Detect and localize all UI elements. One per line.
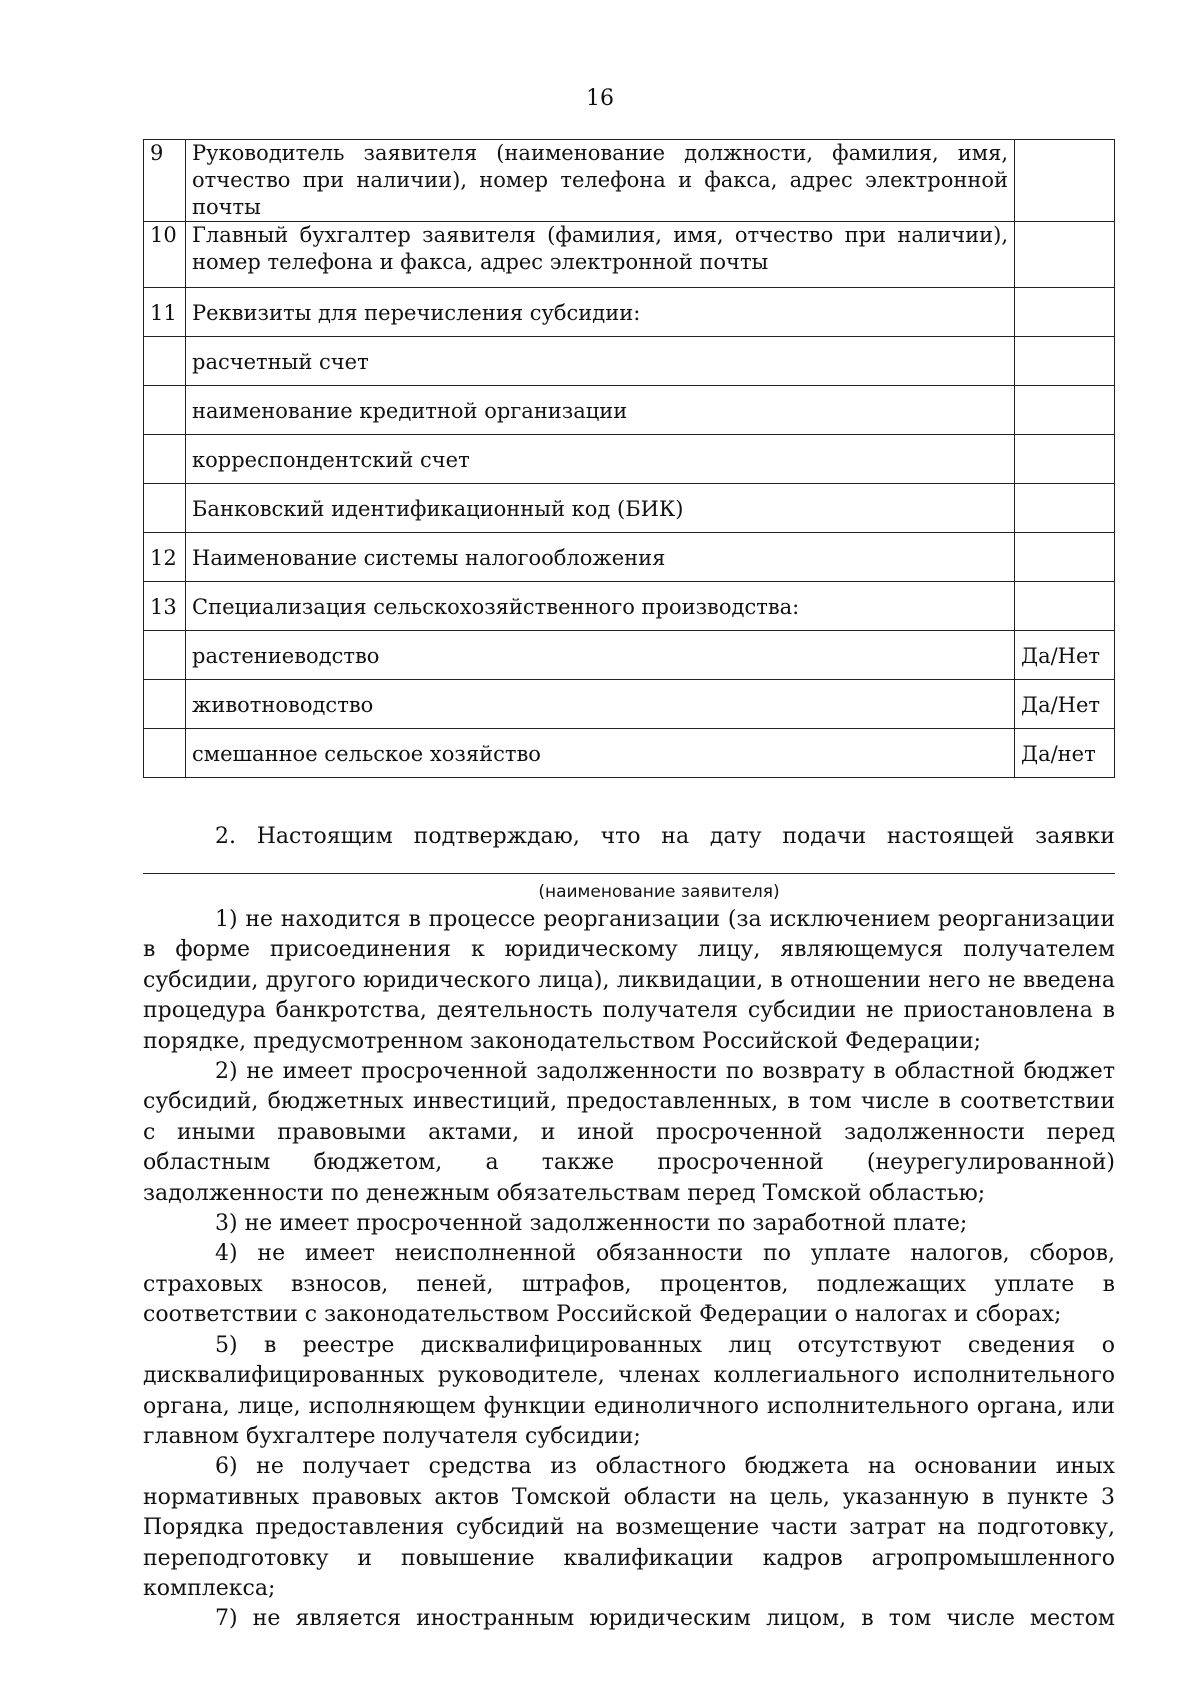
confirmation-item: 2) не имеет просроченной задолженности по возврату в областной бюджет субсидий, бюджетных инвестиций, предоставленных, в том числе в соответствии с иными правовыми актами, и иной просроченной задолженности перед областным бюджетом, а также просроченной (неурегулированной) задолженности по денежным обязательствам перед Томской областью; (143, 1059, 1115, 1206)
row-description: наименование кредитной организации (186, 386, 1015, 435)
row-value-cell (1015, 288, 1115, 337)
row-value-cell (1015, 222, 1115, 288)
row-description: Наименование системы налогообложения (186, 533, 1015, 582)
table-row (144, 222, 1115, 288)
confirmation-item: 6) не получает средства из областного бюджета на основании иных нормативных правовых актов Томской области на цель, указанную в пункте 3 Порядка предоставления субсидий на возмещение части затрат на подготовку, переподготовку и повышение квалификации кадров агропромышленного комплекса; (143, 1454, 1115, 1601)
row-description: корреспондентский счет (186, 435, 1015, 484)
row-value-cell (1015, 435, 1115, 484)
table-row (144, 140, 1115, 222)
confirmation-item: 4) не имеет неисполненной обязанности по уплате налогов, сборов, страховых взносов, пеней, штрафов, процентов, подлежащих уплате в соответствии с законодательством Российской Федерации о налогах и сборах; (143, 1241, 1115, 1328)
table-row (144, 435, 1115, 484)
row-number (144, 680, 186, 729)
confirmation-item: 5) в реестре дисквалифицированных лиц отсутствуют сведения о дисквалифицированных руководителе, членах коллегиального исполнительного органа, лице, исполняющем функции единоличного исполнительного органа, или главном бухгалтере получателя субсидии; (143, 1332, 1115, 1449)
row-description: Банковский идентификационный код (БИК) (186, 484, 1015, 533)
row-number (144, 484, 186, 533)
row-description: смешанное сельское хозяйство (186, 729, 1015, 778)
applicant-name-blank-line (143, 873, 1115, 874)
intro-word: подачи (782, 824, 867, 849)
table-row (144, 582, 1115, 631)
row-description: растениеводство (186, 631, 1015, 680)
row-description: Руководитель заявителя (наименование должности, фамилия, имя, отчество при наличии), номер телефона и факса, адрес электронной почты (186, 140, 1015, 222)
row-number (144, 386, 186, 435)
intro-word: подтверждаю, (413, 824, 580, 849)
confirmation-item: 1) не находится в процессе реорганизации (за исключением реорганизации в форме присоединения к юридическому лицу, являющемуся получателем субсидии, другого юридического лица), ликвидации, в отношении него не введена процедура банкротства, деятельность получателя субсидии не приостановлена в порядке, предусмотренном законодательством Российской Федерации; (143, 907, 1115, 1054)
row-description: расчетный счет (186, 337, 1015, 386)
table-row (144, 337, 1115, 386)
row-number: 11 (144, 288, 186, 337)
table-row (144, 484, 1115, 533)
row-number (144, 435, 186, 484)
table-row (144, 680, 1115, 729)
row-number (144, 631, 186, 680)
intro-word: дату (709, 824, 762, 849)
row-description: Специализация сельскохозяйственного производства: (186, 582, 1015, 631)
row-value-cell (1015, 484, 1115, 533)
intro-word: Настоящим (256, 824, 393, 849)
row-value-cell (1015, 582, 1115, 631)
row-value-cell (1015, 533, 1115, 582)
row-number (144, 337, 186, 386)
row-value-cell (1015, 140, 1115, 222)
page-number: 16 (586, 86, 614, 111)
row-description: Реквизиты для перечисления субсидии: (186, 288, 1015, 337)
confirmation-item: 7) не является иностранным юридическим лицом, в том числе местом (215, 1606, 1115, 1632)
intro-word: настоящей (886, 824, 1015, 849)
table-row (144, 729, 1115, 778)
table-row (144, 386, 1115, 435)
row-description: Главный бухгалтер заявителя (фамилия, имя, отчество при наличии), номер телефона и факса, адрес электронной почты (186, 222, 1015, 288)
intro-word: на (661, 824, 690, 849)
row-number: 9 (144, 140, 186, 222)
row-number: 12 (144, 533, 186, 582)
row-number (144, 729, 186, 778)
row-value-cell: Да/нет (1015, 729, 1115, 778)
table-row (144, 533, 1115, 582)
intro-word: 2. (215, 824, 236, 849)
row-value-cell (1015, 337, 1115, 386)
applicant-name-caption: (наименование заявителя) (538, 882, 780, 902)
intro-word: заявки (1035, 824, 1115, 849)
row-value-cell: Да/Нет (1015, 631, 1115, 680)
table-row (144, 288, 1115, 337)
table-row (144, 631, 1115, 680)
row-value-cell (1015, 386, 1115, 435)
row-number: 13 (144, 582, 186, 631)
row-value-cell: Да/Нет (1015, 680, 1115, 729)
row-number: 10 (144, 222, 186, 288)
section-2-intro (143, 824, 1115, 849)
row-description: животноводство (186, 680, 1015, 729)
confirmation-items (143, 905, 1115, 1635)
confirmation-item: 3) не имеет просроченной задолженности по заработной плате; (215, 1211, 968, 1237)
application-form-table (143, 139, 1115, 778)
intro-word: что (600, 824, 641, 849)
